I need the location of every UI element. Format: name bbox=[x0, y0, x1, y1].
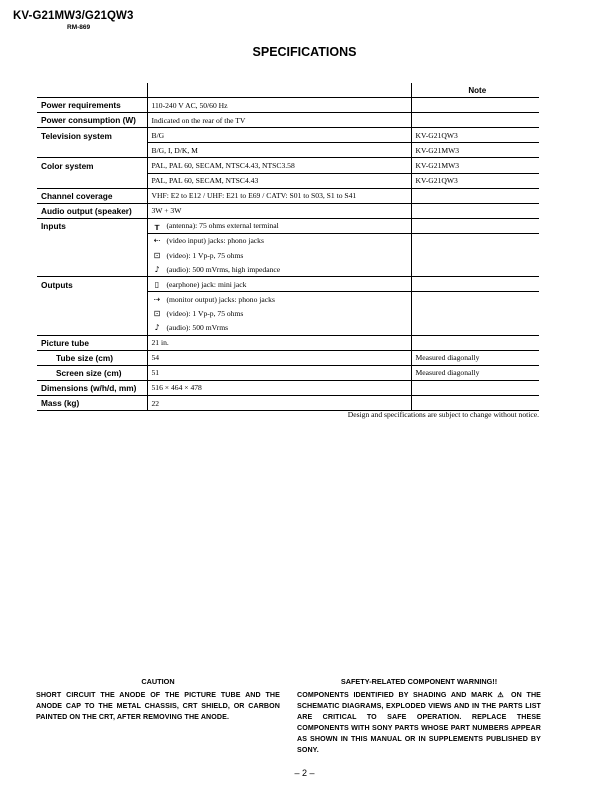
spec-note: KV-G21QW3 bbox=[411, 128, 539, 143]
page-title: SPECIFICATIONS bbox=[252, 45, 357, 59]
spec-note bbox=[411, 277, 539, 292]
spec-value: (video): 1 Vp-p, 75 ohms bbox=[166, 250, 244, 260]
spec-label bbox=[37, 248, 147, 262]
spec-value: VHF: E2 to E12 / UHF: E21 to E69 / CATV: S01 to S03, S1 to S41 bbox=[151, 191, 357, 201]
spec-value: Indicated on the rear of the TV bbox=[151, 115, 246, 125]
spec-value: 51 bbox=[151, 368, 160, 378]
spec-value-cell bbox=[147, 113, 411, 128]
spec-value: B/G bbox=[151, 130, 165, 140]
table-row bbox=[37, 277, 539, 292]
antenna-icon: ╥ bbox=[154, 221, 160, 231]
spec-label: Mass (kg) bbox=[37, 395, 147, 410]
spec-value-cell bbox=[147, 203, 411, 218]
table-row bbox=[37, 98, 539, 113]
note-column-header: Note bbox=[411, 83, 539, 98]
spec-note bbox=[411, 113, 539, 128]
spec-value: 22 bbox=[151, 398, 160, 408]
spec-value: PAL, PAL 60, SECAM, NTSC4.43 bbox=[151, 176, 259, 186]
spec-note bbox=[411, 380, 539, 395]
table-row bbox=[37, 350, 539, 365]
spec-value-cell bbox=[147, 395, 411, 410]
spec-label: Screen size (cm) bbox=[37, 365, 147, 380]
spec-label: Inputs bbox=[37, 218, 147, 233]
table-row bbox=[37, 188, 539, 203]
table-row bbox=[37, 292, 539, 307]
spec-label: Outputs bbox=[37, 277, 147, 292]
disclaimer-note: Design and specifications are subject to change without notice. bbox=[347, 410, 539, 419]
table-row bbox=[37, 306, 539, 320]
audio-icon: ♪ bbox=[154, 264, 160, 274]
spec-value: (video input) jacks: phono jacks bbox=[166, 236, 264, 246]
spec-value-cell bbox=[147, 321, 411, 336]
spec-value: 110-240 V AC, 50/60 Hz bbox=[151, 100, 228, 110]
spec-value: B/G, I, D/K, M bbox=[151, 145, 198, 155]
table-row bbox=[37, 203, 539, 218]
spec-note: Measured diagonally bbox=[411, 365, 539, 380]
spec-value-cell bbox=[147, 233, 411, 248]
spec-value-cell bbox=[147, 277, 411, 292]
spec-note bbox=[411, 292, 539, 307]
spec-note bbox=[411, 218, 539, 233]
spec-value: PAL, PAL 60, SECAM, NTSC4.43, NTSC3.58 bbox=[151, 161, 295, 171]
spec-label bbox=[37, 262, 147, 277]
spec-note bbox=[411, 98, 539, 113]
spec-label: Power requirements bbox=[37, 98, 147, 113]
spec-value-cell bbox=[147, 262, 411, 277]
spec-note bbox=[411, 248, 539, 262]
earphone-icon: ▯ bbox=[154, 279, 160, 289]
spec-value-cell bbox=[147, 365, 411, 380]
safety-warning-text: COMPONENTS IDENTIFIED BY SHADING AND MARK ⚠ ON THE SCHEMATIC DIAGRAMS, EXPLODED VIEWS AND IN THE PARTS LIST ARE CRITICAL TO SAFE OPERATION. REPLACE THESE COMPONENTS WITH SONY PARTS WHOSE PART NUMBERS APPEAR AS SHOWN IN THIS MANUAL OR IN SUPPLEMENTS PUBLISHED BY SONY. bbox=[297, 691, 541, 754]
specifications-table bbox=[37, 83, 539, 411]
spec-label bbox=[37, 173, 147, 188]
spec-value-cell bbox=[147, 158, 411, 173]
spec-value-cell bbox=[147, 218, 411, 233]
spec-note: KV-G21MW3 bbox=[411, 143, 539, 158]
spec-label: Tube size (cm) bbox=[37, 350, 147, 365]
table-row bbox=[37, 321, 539, 336]
spec-label: Dimensions (w/h/d, mm) bbox=[37, 380, 147, 395]
spec-label: Color system bbox=[37, 158, 147, 173]
table-row bbox=[37, 218, 539, 233]
spec-label bbox=[37, 233, 147, 248]
table-row bbox=[37, 248, 539, 262]
page-number: – 2 – bbox=[294, 768, 315, 778]
table-row bbox=[37, 113, 539, 128]
spec-note: KV-G21MW3 bbox=[411, 158, 539, 173]
table-row bbox=[37, 158, 539, 173]
table-row bbox=[37, 173, 539, 188]
safety-warning-title: SAFETY-RELATED COMPONENT WARNING!! bbox=[340, 677, 498, 686]
table-row bbox=[37, 128, 539, 143]
spec-label bbox=[37, 143, 147, 158]
spec-value-cell bbox=[147, 380, 411, 395]
spec-value-cell bbox=[147, 292, 411, 307]
spec-value-cell bbox=[147, 98, 411, 113]
spec-label: Channel coverage bbox=[37, 188, 147, 203]
table-row bbox=[37, 380, 539, 395]
video-input-icon: ⇠ bbox=[153, 236, 161, 246]
table-row bbox=[37, 143, 539, 158]
spec-note bbox=[411, 233, 539, 248]
spec-value: 3W + 3W bbox=[151, 206, 182, 216]
remote-model-label: RM-869 bbox=[67, 24, 91, 31]
table-row bbox=[37, 335, 539, 350]
spec-value: (audio): 500 mVrms bbox=[166, 323, 229, 333]
caution-title: CAUTION bbox=[141, 677, 175, 686]
spec-value-cell bbox=[147, 143, 411, 158]
spec-note bbox=[411, 395, 539, 410]
table-row bbox=[37, 365, 539, 380]
table-row bbox=[37, 262, 539, 277]
spec-label: Audio output (speaker) bbox=[37, 203, 147, 218]
spec-value: (monitor output) jacks: phono jacks bbox=[166, 294, 275, 304]
video-icon: ⊡ bbox=[153, 250, 161, 260]
spec-note bbox=[411, 306, 539, 320]
caution-text: SHORT CIRCUIT THE ANODE OF THE PICTURE TUBE AND THE ANODE CAP TO THE METAL CHASSIS, CRT SHIELD, OR CARBON PAINTED ON THE CRT, AFTER REMOVING THE ANODE. bbox=[36, 691, 280, 721]
monitor-output-icon: ⇢ bbox=[153, 294, 161, 304]
spec-value: 21 in. bbox=[151, 338, 169, 348]
spec-value-cell bbox=[147, 128, 411, 143]
audio-icon: ♪ bbox=[154, 323, 160, 333]
spec-label: Picture tube bbox=[37, 335, 147, 350]
spec-value: 516 × 464 × 478 bbox=[151, 383, 202, 393]
spec-value-cell bbox=[147, 173, 411, 188]
spec-note bbox=[411, 335, 539, 350]
spec-note: Measured diagonally bbox=[411, 350, 539, 365]
spec-value-cell bbox=[147, 350, 411, 365]
spec-value-cell bbox=[147, 248, 411, 262]
spec-label bbox=[37, 306, 147, 320]
spec-value: (earphone) jack: mini jack bbox=[166, 279, 247, 289]
spec-value: (audio): 500 mVrms, high impedance bbox=[166, 264, 281, 274]
spec-note bbox=[411, 321, 539, 336]
spec-label bbox=[37, 321, 147, 336]
spec-label: Television system bbox=[37, 128, 147, 143]
video-icon: ⊡ bbox=[153, 308, 161, 318]
model-header: KV-G21MW3/G21QW3 bbox=[13, 10, 134, 22]
spec-note: KV-G21QW3 bbox=[411, 173, 539, 188]
spec-note bbox=[411, 262, 539, 277]
spec-value: 54 bbox=[151, 353, 160, 363]
spec-value: (video): 1 Vp-p, 75 ohms bbox=[166, 308, 244, 318]
spec-note bbox=[411, 188, 539, 203]
spec-label: Power consumption (W) bbox=[37, 113, 147, 128]
spec-value-cell bbox=[147, 335, 411, 350]
spec-value-cell bbox=[147, 188, 411, 203]
spec-value: (antenna): 75 ohms external terminal bbox=[166, 221, 279, 231]
table-header-row bbox=[37, 83, 539, 98]
spec-value-cell bbox=[147, 306, 411, 320]
table-row bbox=[37, 395, 539, 410]
spec-label bbox=[37, 292, 147, 307]
table-row bbox=[37, 233, 539, 248]
spec-note bbox=[411, 203, 539, 218]
